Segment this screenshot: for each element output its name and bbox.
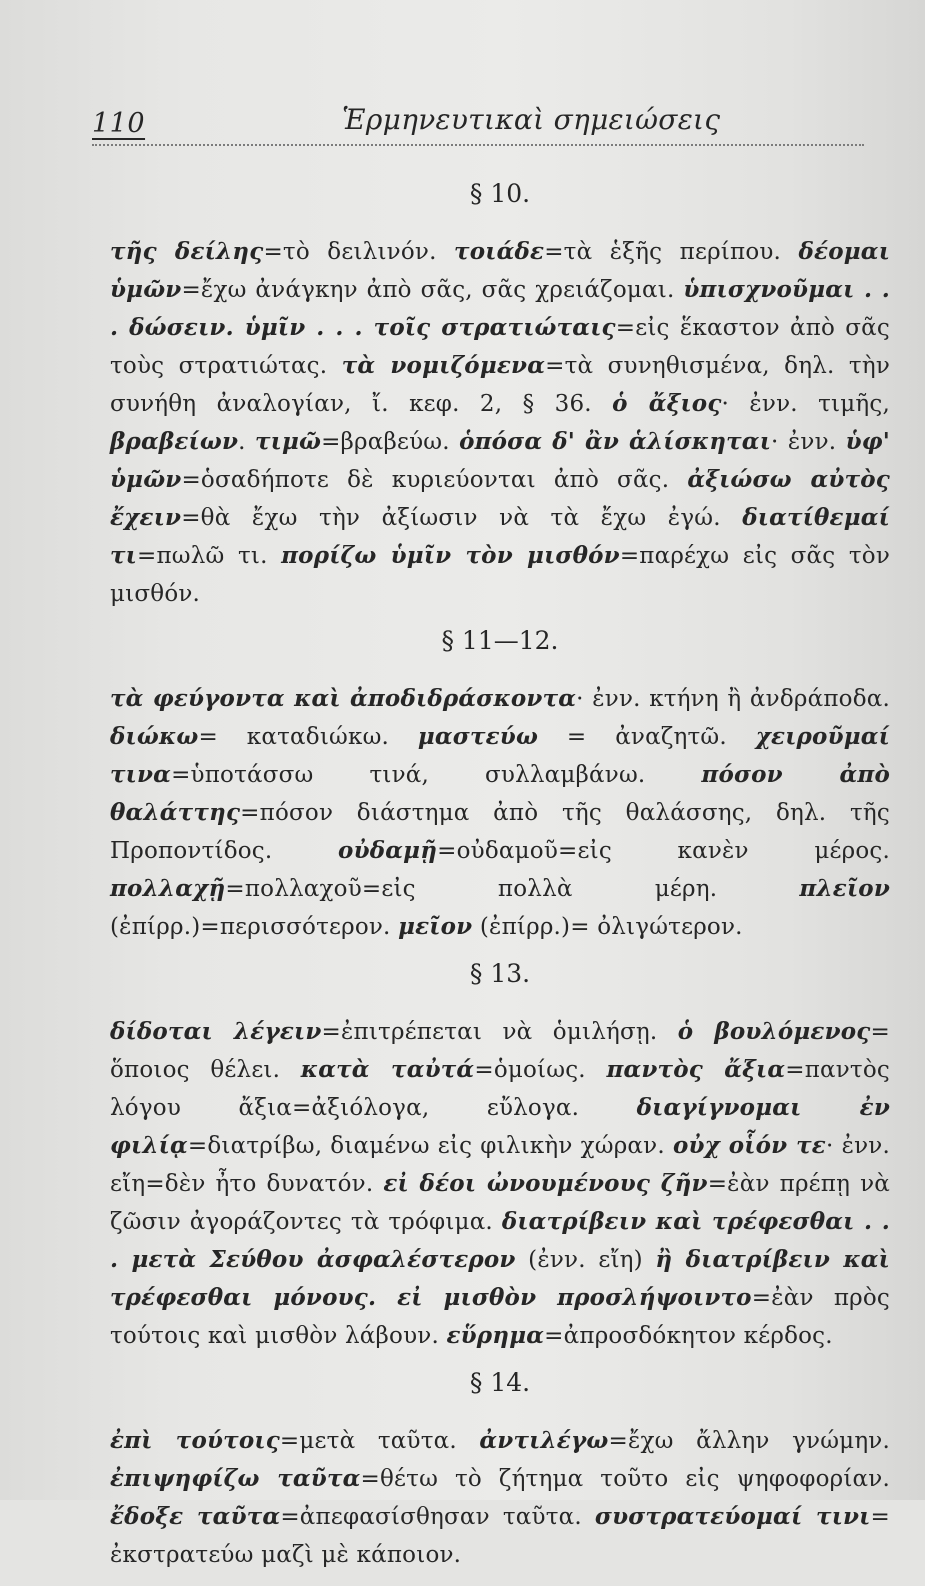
gloss-text: =θέτω τὸ ζήτημα τοῦτο εἰς ψηφοφορίαν. [360, 1466, 890, 1492]
glossed-term: εὕρημα [446, 1322, 545, 1349]
glossed-term: μεῖον [398, 913, 473, 940]
gloss-text: =ἀπεφασίσθησαν ταῦτα. [280, 1504, 595, 1530]
glossed-term: δέομαι ὑμῶν [110, 238, 891, 303]
running-header [92, 92, 864, 146]
gloss-text: =ἐὰν πρέπῃ νὰ ζῶσιν ἀγοράζοντες τὰ τρόφιμα. [110, 1171, 891, 1235]
gloss-text: = ὅποιος θέλει. [110, 1019, 890, 1083]
glossed-term: ἐπιψηφίζω ταῦτα [110, 1465, 361, 1492]
section-text [110, 680, 890, 946]
section-text [110, 233, 890, 613]
glossed-term: κατὰ ταὐτά [300, 1056, 475, 1083]
glossed-term: ἀντιλέγω [479, 1427, 609, 1454]
gloss-text: =μετὰ ταῦτα. [279, 1428, 480, 1454]
gloss-text: =ἔχω ἄλλην γνώμην. [608, 1428, 891, 1454]
gloss-text: =ἐὰν πρὸς τούτοις καὶ μισθὸν λάβουν. [110, 1285, 891, 1349]
section-11-12 [110, 625, 890, 946]
glossed-term: τῆς δείλης [110, 238, 264, 265]
glossed-term: ὁπόσα δ' ἂν ἁλίσκηται [459, 428, 772, 455]
gloss-text: =διατρίβω, διαμένω εἰς φιλικὴν χώραν. [187, 1133, 673, 1159]
gloss-text: = ἐκστρατεύω μαζὶ μὲ κάποιον. [110, 1504, 890, 1568]
gloss-text: =πολλαχοῦ=εἰς πολλὰ μέρη. [225, 876, 800, 902]
gloss-text: =βραβεύω. [321, 429, 460, 455]
glossed-term: ὁ βουλόμενος [677, 1018, 871, 1045]
glossed-term: διώκω [110, 723, 199, 750]
gloss-text: =ὁσαδήποτε δὲ κυριεύονται ἀπὸ σᾶς. [181, 467, 688, 493]
section-14 [110, 1367, 890, 1574]
glossed-term: τοιάδε [454, 238, 545, 265]
glossed-term: πολλαχῇ [110, 875, 226, 902]
section-heading: § 10. [469, 179, 531, 208]
glossed-term: διαγίγνομαι ἐν φιλίᾳ [110, 1094, 890, 1159]
glossed-term: χειροῦμαί τινα [110, 723, 891, 788]
gloss-text: = καταδιώκω. [198, 724, 418, 750]
gloss-text: (ἐπίρρ.)= ὀλιγώτερον. [472, 914, 743, 940]
gloss-text: · ἐνν. εἴη=δὲν ἦτο δυνατόν. [110, 1133, 890, 1197]
glossed-term: τὰ νομιζόμενα [341, 352, 546, 379]
gloss-text: =εἰς ἕκαστον ἀπὸ σᾶς τοὺς στρατιώτας. [110, 315, 890, 379]
glossed-term: ἢ διατρίβειν καὶ τρέφεσθαι μόνους. εἰ μισθὸν προσλήψοιντο [110, 1246, 890, 1311]
glossed-term: τιμῶ [254, 428, 322, 455]
gloss-text: =πωλῶ τι. [137, 543, 282, 569]
gloss-text: · ἐνν. τιμῆς, [721, 391, 890, 417]
gloss-text: =τὸ δειλινόν. [263, 239, 455, 265]
glossed-term: διατρίβειν καὶ τρέφεσθαι . . . μετὰ Σεύθου ἀσφαλέστερον [110, 1208, 890, 1273]
gloss-text: =τὰ ἑξῆς περίπου. [544, 239, 799, 265]
glossed-term: ἀξιώσω αὐτὸς ἔχειν [110, 466, 890, 531]
gloss-text: (ἐπίρρ.)=περισσότερον. [110, 914, 399, 940]
gloss-text: · ἐνν. [771, 429, 846, 455]
gloss-text: =ἔχω ἀνάγκην ἀπὸ σᾶς, σᾶς χρειάζομαι. [181, 277, 684, 303]
glossed-term: ὁ ἄξιος [612, 390, 722, 417]
section-heading: § 13. [469, 959, 531, 988]
gloss-text: =θὰ ἔχω τὴν ἀξίωσιν νὰ τὰ ἔχω ἐγώ. [181, 505, 743, 531]
annotation-content [110, 178, 890, 1586]
glossed-term: ὑπισχνοῦμαι . . . δώσειν. ὑμῖν . . . τοῖς στρατιώταις [110, 276, 891, 341]
gloss-text: . [238, 429, 255, 455]
glossed-term: ἐπὶ τούτοις [110, 1427, 280, 1454]
glossed-term: οὐχ οἷόν τε [672, 1132, 826, 1159]
gloss-text: =παντὸς λόγου ἄξια=ἀξιόλογα, εὔλογα. [110, 1057, 890, 1121]
section-heading: § 14. [469, 1368, 531, 1397]
section-13 [110, 958, 890, 1355]
gloss-text: =οὐδαμοῦ=εἰς κανὲν μέρος. [437, 838, 890, 864]
glossed-term: ἔδοξε ταῦτα [110, 1503, 281, 1530]
section-10 [110, 178, 890, 613]
gloss-text: =ἀπροσδόκητον κέρδος. [544, 1323, 833, 1349]
gloss-text: · ἐνν. κτήνη ἢ ἀνδράποδα. [576, 686, 890, 712]
gloss-text: =πόσον διάστημα ἀπὸ τῆς θαλάσσης, δηλ. τῆς Προποντίδος. [110, 800, 890, 864]
section-text [110, 1422, 890, 1574]
gloss-text: (ἐνν. εἴη) [515, 1247, 656, 1273]
page-number: 110 [92, 108, 146, 139]
gloss-text: =ἐπιτρέπεται νὰ ὁμιλήσῃ. [321, 1019, 678, 1045]
glossed-term: ὑφ' ὑμῶν [110, 428, 890, 493]
section-heading: § 11—12. [441, 626, 559, 655]
glossed-term: μαστεύω [417, 723, 539, 750]
glossed-term: συστρατεύομαί τινι [594, 1503, 871, 1530]
glossed-term: οὐδαμῇ [338, 837, 438, 864]
glossed-term: εἰ δέοι ὠνουμένους ζῆν [383, 1170, 708, 1197]
glossed-term: παντὸς ἄξια [606, 1056, 786, 1083]
gloss-text: = ἀναζητῶ. [538, 724, 756, 750]
gloss-text: =τὰ συνηθισμένα, δηλ. τὴν συνήθη ἀναλογίαν, ἴ. κεφ. 2, § 36. [110, 353, 890, 417]
glossed-term: πόσον ἀπὸ θαλάττης [110, 761, 890, 826]
section-text [110, 1013, 890, 1355]
gloss-text: =παρέχω εἰς σᾶς τὸν μισθόν. [110, 543, 890, 607]
glossed-term: δίδοται λέγειν [110, 1018, 322, 1045]
glossed-term: πλεῖον [799, 875, 890, 902]
glossed-term: βραβείων [110, 428, 239, 455]
glossed-term: πορίζω ὑμῖν τὸν μισθόν [281, 542, 620, 569]
gloss-text: =ὑποτάσσω τινά, συλλαμβάνω. [171, 762, 702, 788]
glossed-term: τὰ φεύγοντα καὶ ἀποδιδράσκοντα [110, 685, 577, 712]
gloss-text: =ὁμοίως. [474, 1057, 607, 1083]
glossed-term: διατίθεμαί τι [110, 504, 890, 569]
running-title: Ἑρμηνευτικαὶ σημειώσεις [342, 103, 721, 136]
